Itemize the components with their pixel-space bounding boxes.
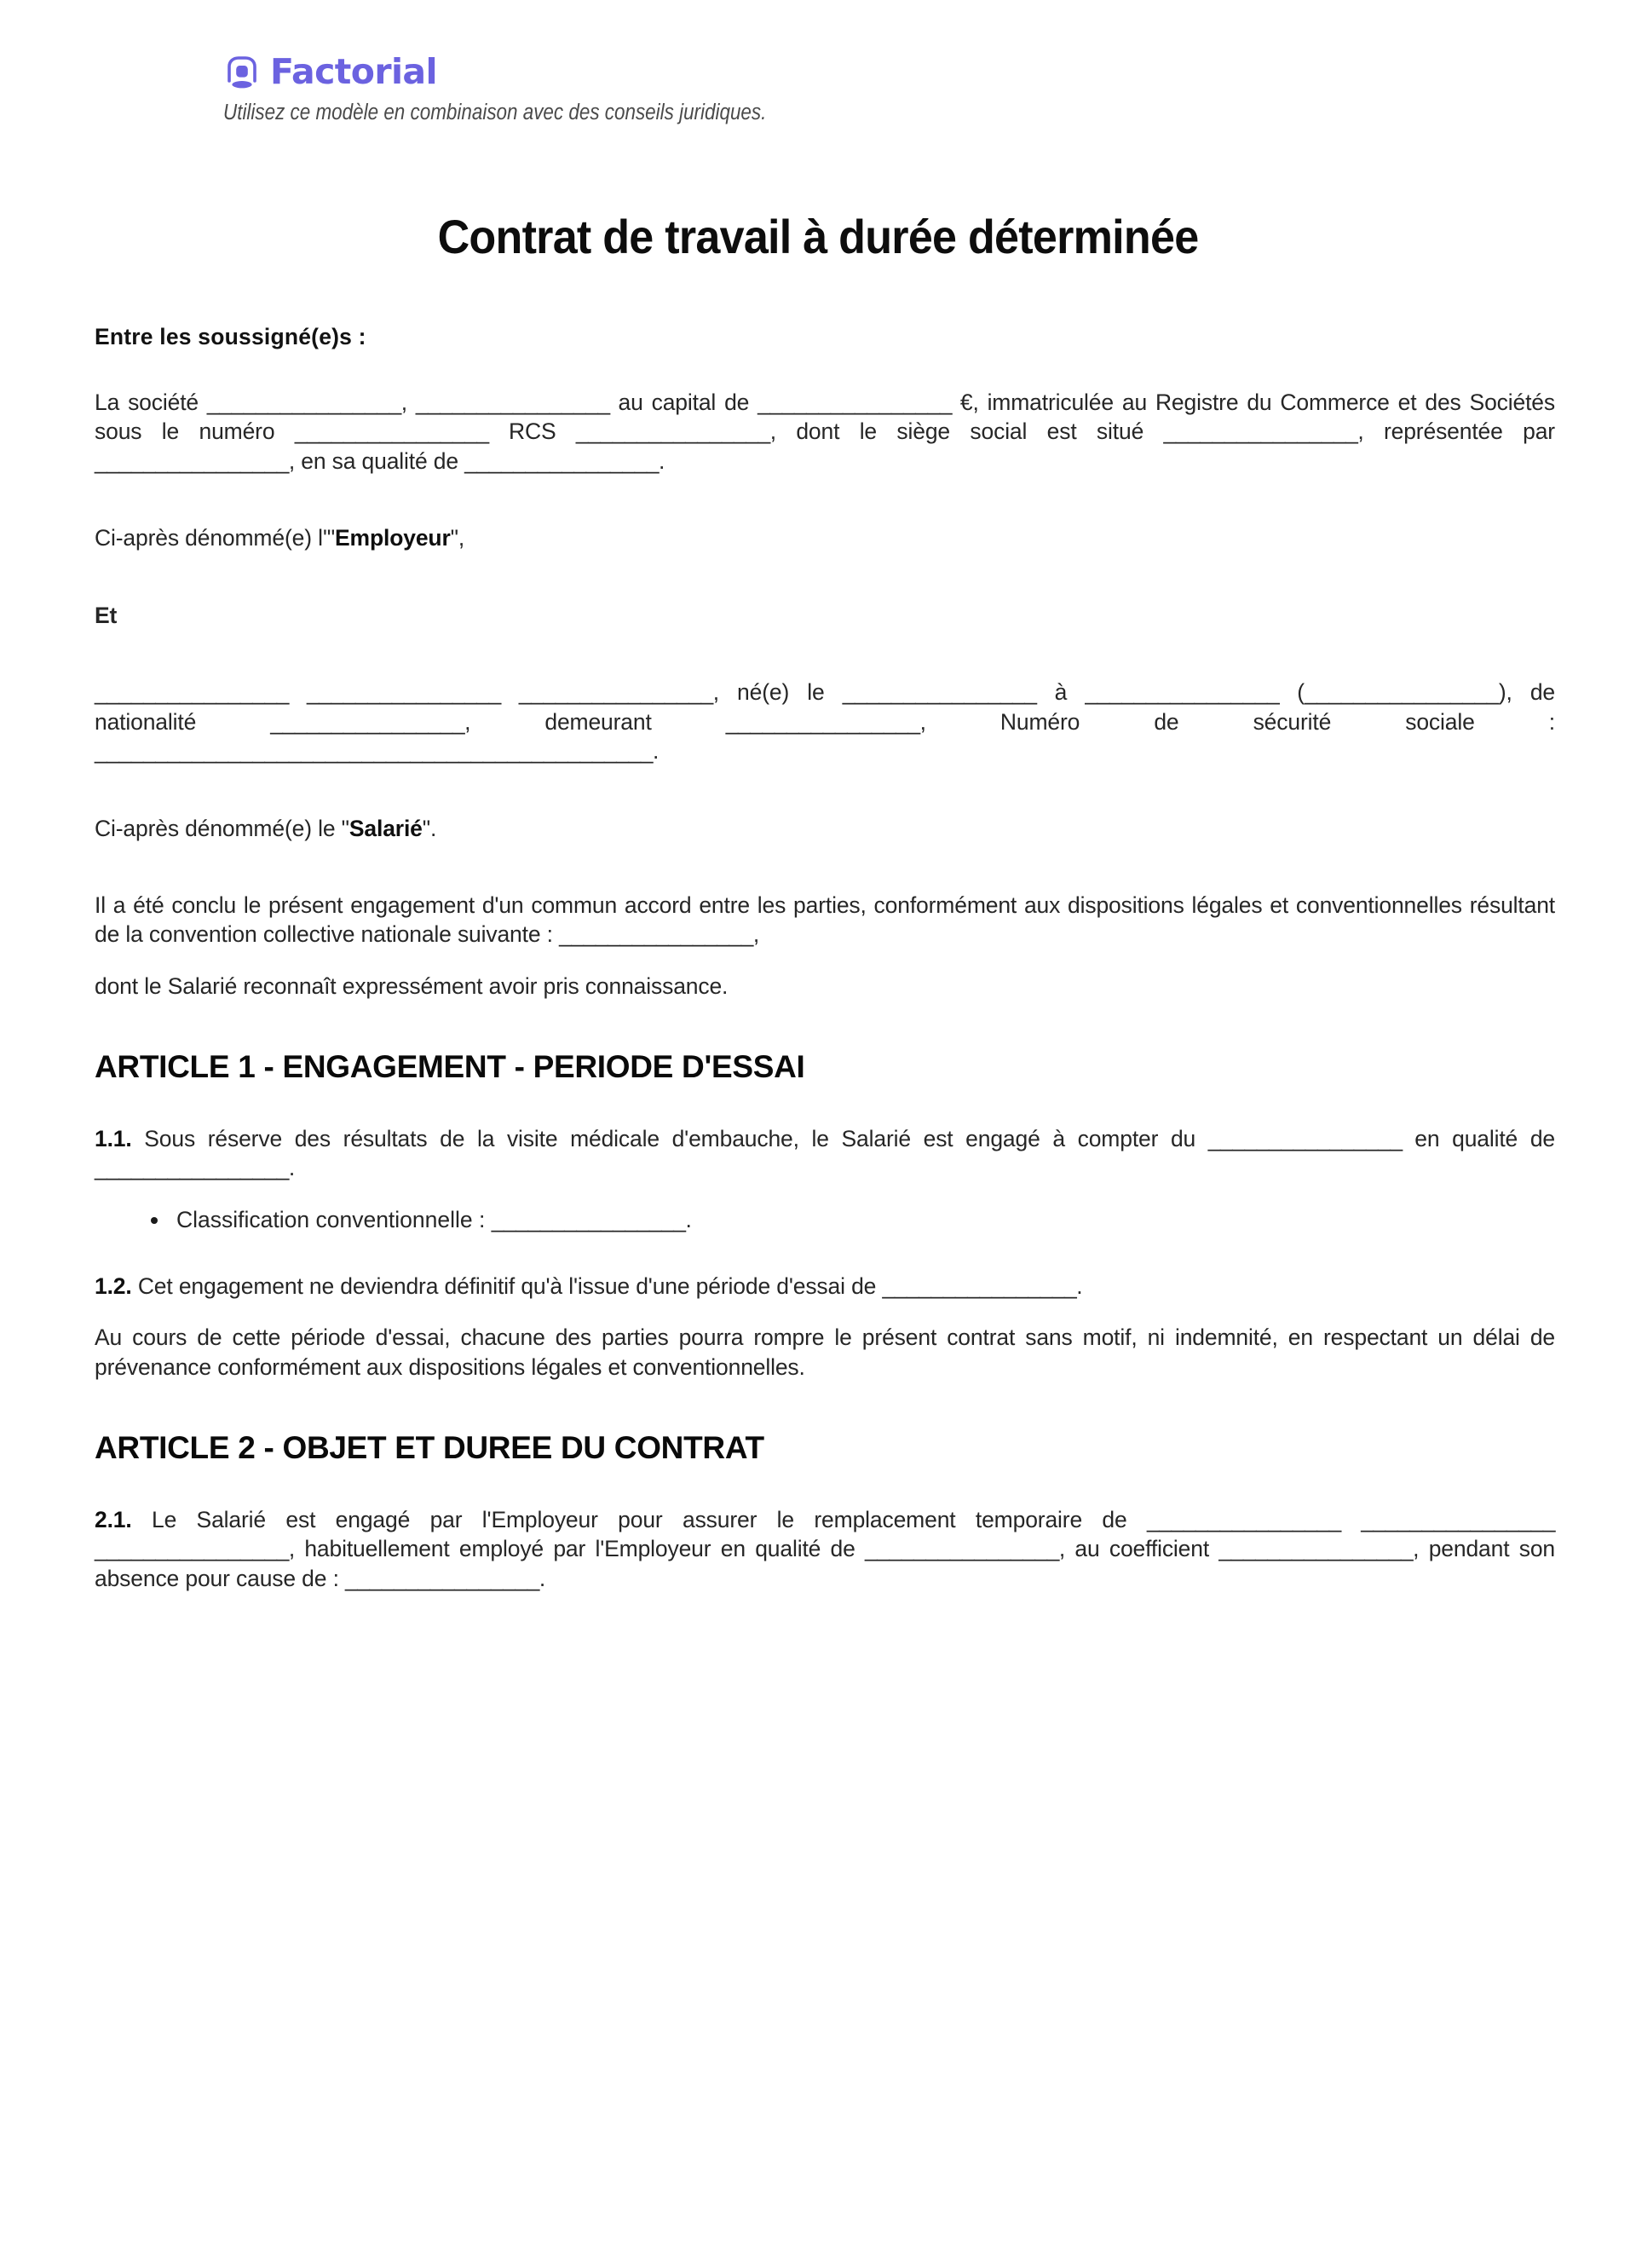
employee-designation-bold: Salarié <box>349 815 423 841</box>
employer-t1: La société <box>95 390 207 415</box>
article-2-heading: ARTICLE 2 - OBJET ET DUREE DU CONTRAT <box>95 1430 764 1466</box>
employer-t3: au capital de <box>609 390 758 415</box>
clause-1-1-blank-2: ________________ <box>95 1155 289 1181</box>
clause-1-2-blank-1: ________________ <box>882 1273 1077 1299</box>
clause-1-2-number: 1.2. <box>95 1273 132 1299</box>
employee-t7: . <box>652 738 660 765</box>
clause-1-1-t1: Sous réserve des résultats de la visite médicale d'embauche, le Salarié est engagé à compter du <box>131 1125 1208 1151</box>
employee-blank-2: ________________ <box>306 679 501 706</box>
employee-blank-9: ______________________________________________ <box>95 738 653 765</box>
employer-t5: RCS <box>488 418 576 445</box>
clause-2-1-t4: , habituellement employé par l'Employeur en qualité de <box>288 1536 866 1562</box>
employee-blank-3: ________________ <box>518 679 713 706</box>
employer-blank-7: ________________ <box>95 447 289 474</box>
employee-s2 <box>501 679 519 705</box>
clause-1-1-t2: en qualité de <box>1402 1125 1555 1151</box>
list-item <box>176 1205 1555 1234</box>
parties-heading: Entre les soussigné(e)s : <box>95 324 366 349</box>
employer-blank-2: ________________ <box>415 390 610 415</box>
et-connector: Et <box>95 602 118 628</box>
employee-blank-4: ________________ <box>842 679 1037 706</box>
document-body <box>95 324 1555 1593</box>
employer-t7: , représentée par <box>1357 418 1555 445</box>
employer-blank-8: ________________ <box>464 447 659 474</box>
clause-1-1 <box>95 1124 1555 1183</box>
clause-2-1-t1: Le Salarié est engagé par l'Employeur pour assurer le remplacement temporaire de <box>131 1506 1147 1532</box>
page-title: Contrat de travail à durée déterminée <box>437 209 1199 263</box>
employer-blank-3: ________________ <box>758 390 952 415</box>
clause-2-1-t7: . <box>539 1565 546 1591</box>
employee-designation-post: ". <box>422 815 437 841</box>
employer-blank-1: ________________ <box>206 390 401 415</box>
employer-t6: , dont le siège social est situé <box>769 418 1164 445</box>
employee-t6: , Numéro de sécurité sociale : <box>919 708 1555 735</box>
employee-t5: , demeurant <box>464 708 726 735</box>
clause-2-1-t2 <box>1341 1507 1361 1532</box>
clause-2-1 <box>95 1505 1555 1593</box>
agreement-t2: , <box>752 921 760 948</box>
article-1-heading: ARTICLE 1 - ENGAGEMENT - PERIODE D'ESSAI <box>95 1049 805 1085</box>
clause-1-2-t2: . <box>1076 1273 1083 1299</box>
clause-2-1-blank-3: ________________ <box>95 1536 289 1562</box>
agreement-followup: dont le Salarié reconnaît expressément avoir pris connaissance. <box>95 972 729 999</box>
employee-designation <box>95 814 1555 843</box>
employee-t3: ( <box>1279 679 1305 706</box>
employee-blank-1: ________________ <box>95 679 289 706</box>
employer-t2: , <box>400 390 416 415</box>
brand-name: Factorial <box>270 50 437 92</box>
employee-t2: à <box>1036 679 1086 706</box>
clause-2-1-t6: , pendant son absence pour cause de : <box>95 1536 1556 1591</box>
employee-blank-5: ________________ <box>1085 679 1280 706</box>
employee-paragraph <box>95 678 1555 765</box>
clause-1-1-number: 1.1. <box>95 1125 132 1151</box>
agreement-t1: Il a été conclu le présent engagement d'un commun accord entre les parties, conformément aux dispositions légales et conventionnelles résultant de la convention collective nationale suivante : <box>95 892 1555 948</box>
employer-designation <box>95 523 1555 552</box>
employee-blank-8: ________________ <box>725 708 920 735</box>
employer-t9: . <box>658 447 665 474</box>
employee-s1 <box>289 679 307 705</box>
employee-blank-6: ________________ <box>1305 679 1499 706</box>
clause-1-2 <box>95 1272 1555 1301</box>
employer-designation-post: ", <box>450 525 465 551</box>
employer-designation-bold: Employeur <box>335 525 451 551</box>
clause-2-1-number: 2.1. <box>95 1506 132 1532</box>
employee-blank-7: ________________ <box>270 708 465 735</box>
classification-list <box>95 1205 1555 1234</box>
agreement-paragraph <box>95 891 1555 949</box>
clause-1-2-followup: Au cours de cette période d'essai, chacune des parties pourra rompre le présent contrat sans motif, ni indemnité, en respectant un délai de prévenance conformément aux dispositions légales et conventionnelles. <box>95 1324 1555 1380</box>
clause-2-1-blank-4: ________________ <box>865 1536 1059 1562</box>
employee-t1: , né(e) le <box>712 679 843 706</box>
bullet-1-t1: Classification conventionnelle : <box>176 1206 492 1232</box>
employee-t4: ), de nationalité <box>95 679 1555 735</box>
clause-1-2-t1: Cet engagement ne deviendra définitif qu'à l'issue d'une période d'essai de <box>131 1273 883 1299</box>
bullet-1-blank-1: ________________ <box>491 1206 686 1232</box>
clause-1-1-blank-1: ________________ <box>1207 1125 1403 1151</box>
employer-blank-5: ________________ <box>575 418 770 445</box>
employer-blank-6: ________________ <box>1163 418 1358 445</box>
agreement-blank-1: ________________ <box>559 921 753 948</box>
employer-designation-pre: Ci-après dénommé(e) l'" <box>95 525 335 551</box>
brand-row <box>223 48 1416 95</box>
clause-2-1-blank-2: ________________ <box>1361 1506 1555 1532</box>
clause-2-1-blank-5: ________________ <box>1218 1536 1414 1562</box>
brand-tagline: Utilisez ce modèle en combinaison avec des conseils juridiques. <box>223 101 767 124</box>
employee-designation-pre: Ci-après dénommé(e) le " <box>95 815 349 841</box>
bullet-1-t2: . <box>685 1206 692 1232</box>
clause-2-1-t5: , au coefficient <box>1058 1536 1219 1562</box>
clause-2-1-blank-1: ________________ <box>1146 1506 1341 1532</box>
employer-t4: €, immatriculée au Registre du Commerce et des Sociétés sous le numéro <box>95 390 1555 445</box>
employer-paragraph <box>95 388 1555 476</box>
factorial-person-badge-icon <box>223 53 261 90</box>
clause-2-1-blank-6: ________________ <box>345 1565 539 1591</box>
employer-t8: , en sa qualité de <box>288 447 465 474</box>
brand-header <box>223 48 1416 125</box>
employer-blank-4: ________________ <box>294 418 489 445</box>
clause-1-1-t3: . <box>288 1155 296 1181</box>
